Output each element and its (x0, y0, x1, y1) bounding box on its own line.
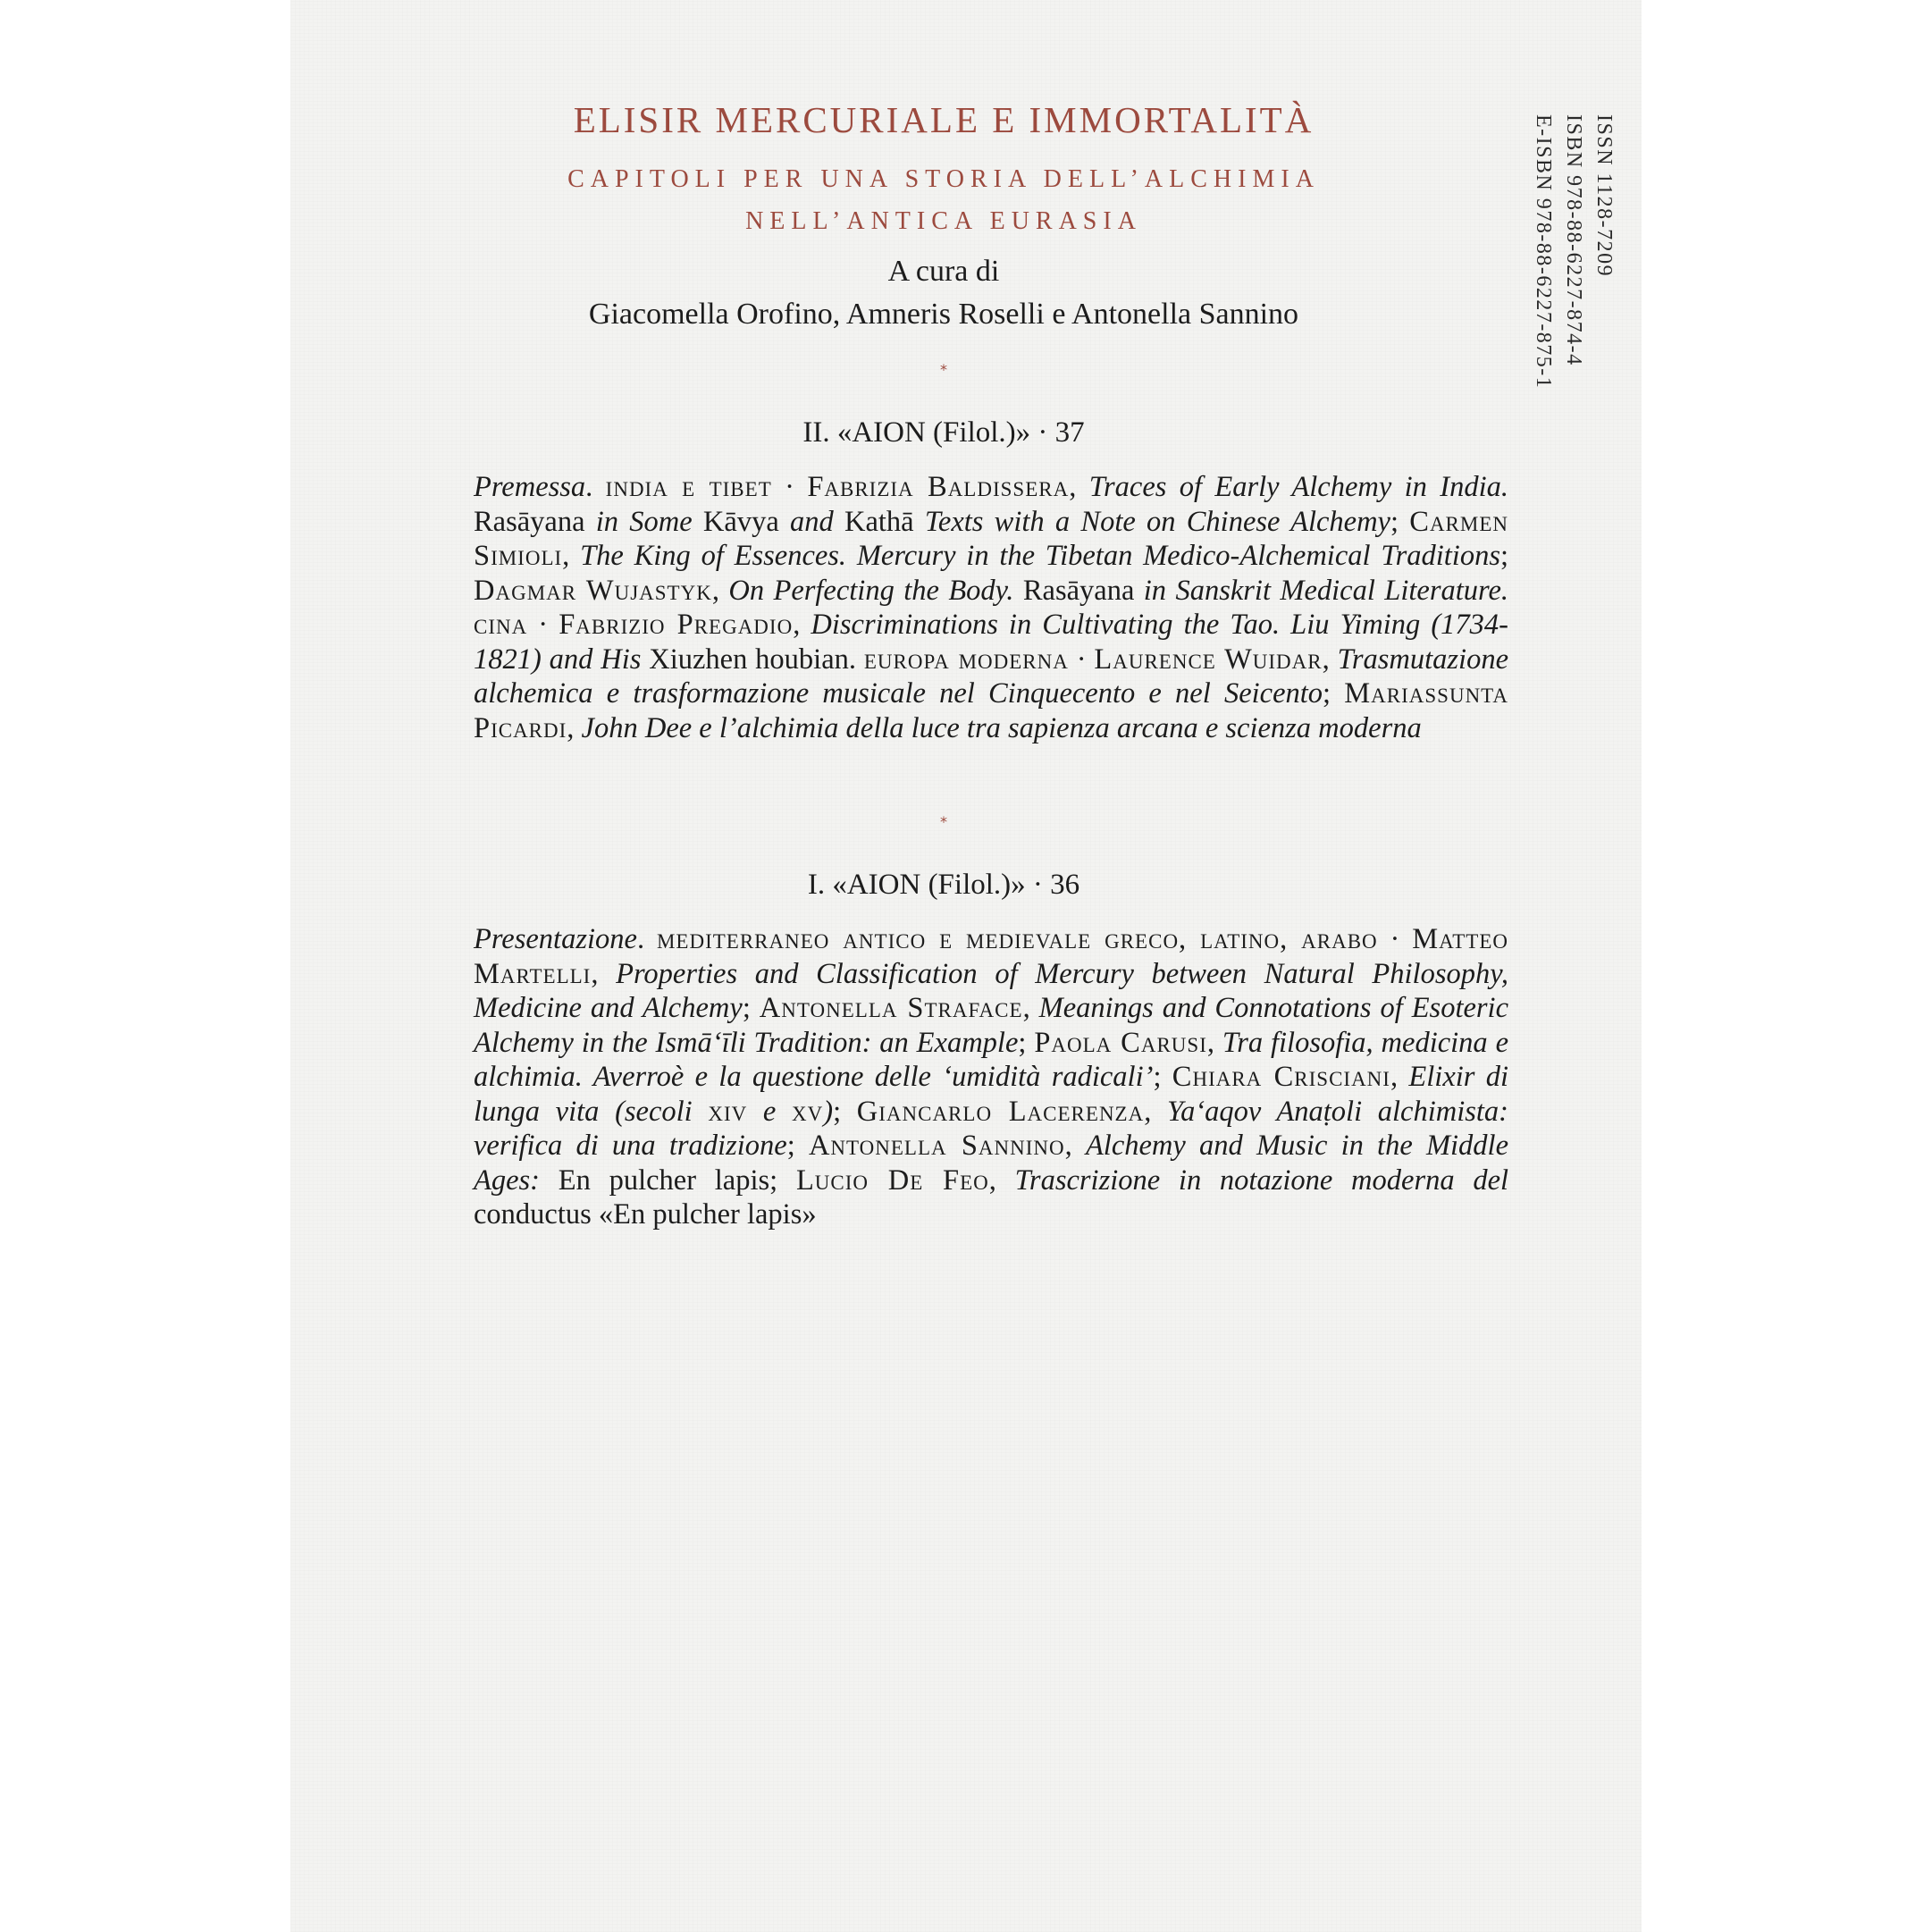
small-caps-text: Antonella Sannino (808, 1130, 1065, 1162)
plain-text: ; (786, 1130, 809, 1162)
editor-label: A cura di (887, 255, 1000, 288)
plain-text: · (1068, 643, 1095, 676)
plain-text: ; (769, 1163, 796, 1197)
italic-text: John Dee e l’alchimia della luce tra sapienza arcana e scienza moderna (581, 711, 1422, 744)
plain-text: , (1206, 1026, 1222, 1059)
volume-2-heading: II. «AION (Filol.)» · 37 (802, 416, 1085, 449)
small-caps-text: europa moderna (863, 643, 1069, 676)
italic-text: Tra filosofia, medicina e alchimia. Averroè e la questione delle ‘umidità radicali’ (474, 1026, 1509, 1093)
small-caps-text: india e tibet (605, 471, 772, 503)
volume-2-contents (474, 470, 1508, 745)
italic-text: Meanings and Connotations of Esoteric Alchemy in the Ismā‘īli Tradition: an Example (474, 992, 1509, 1059)
book-back-cover (290, 0, 1642, 1932)
separator-star-icon: * (940, 813, 947, 830)
plain-text: conductus «En pulcher lapis» (474, 1198, 817, 1231)
small-caps-text: Chiara Crisciani (1172, 1061, 1390, 1093)
small-caps-text: Mariassunta Picardi (474, 677, 1509, 744)
italic-text: and (778, 505, 844, 538)
plain-text: , (1322, 643, 1338, 676)
plain-text: , (1064, 1130, 1086, 1162)
italic-text: Properties and Classification of Mercury between Natural Philosophy, Medicine and Alchemy (474, 957, 1508, 1024)
identifiers-block (1531, 114, 1620, 436)
plain-text: ; (1499, 540, 1509, 572)
volume-1-contents (474, 922, 1508, 1232)
italic-text: On Perfecting the Body. (728, 574, 1023, 607)
italic-text: Trascrizione in notazione moderna del (1014, 1163, 1509, 1197)
plain-text: Kāvya (702, 505, 779, 538)
italic-text: in Sanskrit Medical Literature. (1134, 574, 1508, 607)
italic-text: Presentazione (474, 923, 637, 955)
plain-text: · (527, 609, 559, 641)
plain-text: , (1022, 992, 1039, 1024)
separator-star-icon: * (940, 361, 947, 378)
plain-text: En pulcher lapis (558, 1163, 770, 1197)
plain-text: , (1144, 1095, 1167, 1128)
plain-text: ; (833, 1095, 857, 1128)
small-caps-text: Lucio De Feo (795, 1163, 989, 1197)
book-subtitle-line-1: CAPITOLI PER UNA STORIA DELL’ALCHIMIA (567, 165, 1320, 193)
e-isbn-text: E-ISBN 978-88-6227-875-1 (1532, 114, 1555, 390)
italic-text: in Some (584, 505, 703, 538)
small-caps-text: cina (474, 609, 528, 641)
volume-1-heading: I. «AION (Filol.)» · 36 (807, 869, 1080, 901)
plain-text: . (636, 923, 657, 955)
book-subtitle-line-2: NELL’ANTICA EURASIA (745, 207, 1142, 235)
italic-text: The King of Essences. Mercury in the Tibetan Medico-Alchemical Traditions (580, 540, 1500, 572)
issn-text: ISSN 1128-7209 (1592, 114, 1616, 278)
plain-text: Rasāyana (474, 505, 585, 538)
italic-text: ) (823, 1095, 834, 1128)
plain-text: , (1390, 1061, 1409, 1093)
plain-text: · (1377, 923, 1413, 955)
plain-text: , (567, 711, 582, 744)
small-caps-text: Fabrizio Pregadio (559, 609, 794, 641)
plain-text: Xiuzhen houbian (649, 643, 849, 676)
small-caps-text: Dagmar Wujastyk (474, 574, 712, 607)
plain-text: · (771, 471, 808, 503)
plain-text: Rasāyana (1022, 574, 1135, 607)
plain-text: . (848, 643, 864, 676)
italic-text: Elixir di lunga vita (secoli (474, 1061, 1509, 1128)
small-caps-text: Antonella Straface (759, 992, 1023, 1024)
italic-text: Traces of Early Alchemy in India. (1088, 471, 1509, 503)
plain-text: , (988, 1163, 1015, 1197)
book-title: ELISIR MERCURIALE E IMMORTALITÀ (573, 99, 1315, 140)
plain-text: ; (1323, 677, 1345, 710)
plain-text: , (591, 957, 617, 990)
small-caps-text: Giancarlo Lacerenza (856, 1095, 1145, 1128)
plain-text: , (711, 574, 729, 607)
small-caps-text: xv (792, 1095, 824, 1128)
plain-text: . (585, 471, 606, 503)
plain-text: ; (742, 992, 760, 1024)
plain-text: , (793, 609, 811, 641)
plain-text: ; (1018, 1026, 1035, 1059)
small-caps-text: mediterraneo antico e medievale greco, latino, arabo (656, 923, 1378, 955)
plain-text: ; (1390, 505, 1410, 538)
italic-text: Premessa (474, 471, 586, 503)
plain-text: Kathā (844, 505, 914, 538)
italic-text: Discriminations in Cultivating the Tao. Liu Yiming (1734-1821) and His (474, 609, 1508, 676)
plain-text: , (1069, 471, 1089, 503)
italic-text: Ya‘aqov Anaṭoli alchimista: verifica di una tradizione (474, 1095, 1508, 1162)
small-caps-text: Fabrizia Baldissera (807, 471, 1070, 503)
plain-text: , (562, 540, 581, 572)
small-caps-text: Paola Carusi (1034, 1026, 1207, 1059)
editors-names: Giacomella Orofino, Amneris Roselli e Antonella Sannino (588, 298, 1299, 331)
isbn-text: ISBN 978-88-6227-874-4 (1562, 114, 1585, 366)
small-caps-text: Carmen Simioli (474, 505, 1509, 572)
italic-text: Alchemy and Music in the Middle Ages: (474, 1130, 1509, 1197)
small-caps-text: Matteo Martelli (474, 923, 1508, 990)
italic-text: Trasmutazione alchemica e trasformazione musicale nel Cinquecento e nel Seicento (474, 643, 1508, 710)
small-caps-text: xiv (708, 1095, 748, 1128)
plain-text: ; (1153, 1061, 1172, 1093)
italic-text: Texts with a Note on Chinese Alchemy (913, 505, 1390, 538)
small-caps-text: Laurence Wuidar (1094, 643, 1323, 676)
italic-text: e (747, 1095, 792, 1128)
